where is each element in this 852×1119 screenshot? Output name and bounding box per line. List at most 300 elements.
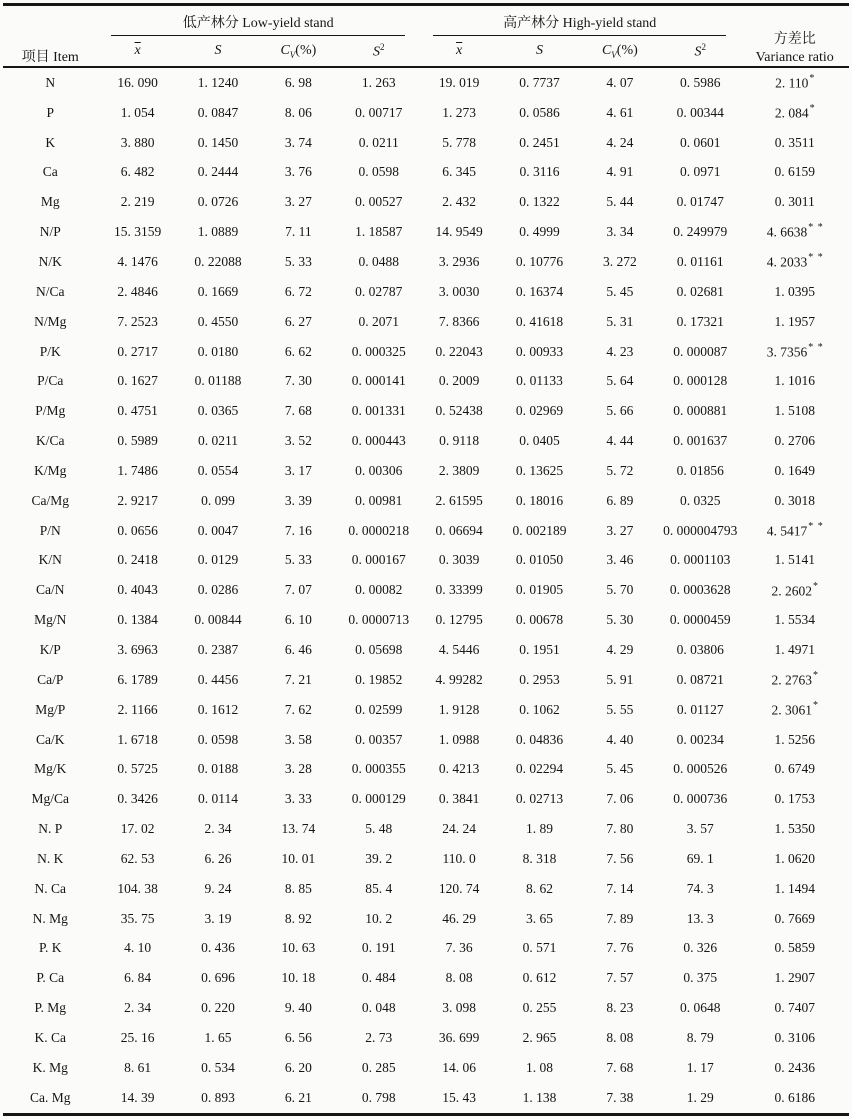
- value-cell: 4. 99282: [435, 671, 483, 687]
- value-cell: 5. 55: [606, 701, 634, 717]
- value-cell: 0. 220: [201, 1000, 235, 1016]
- value-cell: 0. 191: [361, 940, 396, 956]
- table-row: [3, 67, 849, 98]
- low-yield-group-header: [97, 5, 419, 37]
- item-cell: P/Ca: [37, 373, 64, 389]
- value-cell: 0. 4999: [519, 224, 560, 240]
- value-cell: 5. 45: [606, 761, 634, 777]
- value-cell: 15. 43: [442, 1089, 476, 1105]
- item-cell: N. Ca: [34, 880, 66, 896]
- table-row: [3, 784, 849, 814]
- value-cell: 62. 53: [120, 850, 155, 866]
- value-cell: 0. 02713: [515, 791, 564, 807]
- value-cell: 3. 46: [606, 552, 634, 568]
- significance-stars: *: [809, 73, 816, 85]
- value-cell: 0. 0554: [197, 462, 239, 478]
- high-cv-column-header: $C_V(\%)$: [601, 42, 638, 60]
- value-cell: 0. 0188: [197, 761, 239, 777]
- value-cell: 5. 31: [606, 313, 634, 329]
- value-cell: 120. 74: [438, 880, 480, 896]
- value-cell: 7. 21: [284, 671, 312, 687]
- value-cell: 0. 0598: [358, 164, 399, 180]
- value-cell: 4. 07: [606, 74, 634, 90]
- item-cell: P. Mg: [34, 1000, 66, 1016]
- value-cell: 13. 74: [281, 821, 316, 837]
- value-cell: 0. 41618: [515, 313, 564, 329]
- value-cell: 1. 7486: [117, 462, 158, 478]
- value-cell: 0. 00082: [355, 582, 403, 598]
- value-cell: 7. 8366: [438, 313, 480, 329]
- value-cell: 0. 0180: [197, 343, 239, 359]
- variance-ratio-cell: 1. 5534: [774, 612, 815, 628]
- value-cell: 6. 72: [284, 283, 312, 299]
- value-cell: 6. 345: [442, 164, 476, 180]
- value-cell: 6. 56: [284, 1029, 312, 1045]
- value-cell: 4. 23: [606, 343, 634, 359]
- value-cell: 0. 1627: [117, 373, 158, 389]
- value-cell: 0. 0211: [198, 433, 238, 449]
- value-cell: 0. 4550: [197, 313, 239, 329]
- value-cell: 3. 74: [284, 134, 312, 150]
- variance-ratio-cell: 1. 5350: [774, 821, 815, 837]
- value-cell: 0. 0129: [197, 552, 239, 568]
- value-cell: 6. 26: [204, 850, 232, 866]
- value-cell: 0. 000881: [673, 403, 728, 419]
- item-cell: Ca/N: [35, 582, 65, 598]
- value-cell: 6. 46: [284, 641, 312, 657]
- table-row: [3, 904, 849, 934]
- value-cell: 0. 0000713: [348, 612, 410, 628]
- variance-ratio-cell: 0. 3106: [774, 1029, 815, 1045]
- value-cell: 0. 2953: [519, 671, 560, 687]
- value-cell: 0. 7737: [519, 74, 560, 90]
- value-cell: 0. 00981: [355, 492, 403, 508]
- variance-ratio-cell: 2. 084*: [774, 103, 816, 121]
- value-cell: 7. 89: [606, 910, 634, 926]
- value-cell: 0. 2418: [117, 552, 158, 568]
- value-cell: 0. 1062: [519, 701, 560, 717]
- variance-ratio-cell: 1. 0395: [774, 283, 815, 299]
- value-cell: 0. 00344: [676, 104, 724, 120]
- value-cell: 1. 08: [526, 1059, 553, 1075]
- table-row: [3, 546, 849, 576]
- table-row: [3, 1053, 849, 1083]
- item-cell: N. P: [38, 821, 63, 837]
- value-cell: 7. 07: [284, 582, 312, 598]
- table-row: [3, 456, 849, 486]
- value-cell: 0. 3039: [438, 552, 480, 568]
- value-cell: 0. 01905: [515, 582, 564, 598]
- value-cell: 0. 2009: [438, 373, 480, 389]
- value-cell: 19. 019: [438, 74, 480, 90]
- table-row: [3, 277, 849, 307]
- table-row: [3, 337, 849, 367]
- value-cell: 4. 1476: [117, 254, 158, 270]
- item-cell: K: [45, 134, 56, 150]
- value-cell: 0. 0586: [519, 104, 560, 120]
- item-column-header: [3, 5, 97, 68]
- value-cell: 7. 76: [606, 940, 634, 956]
- value-cell: 2. 3809: [438, 462, 480, 478]
- value-cell: 0. 06694: [435, 522, 483, 538]
- variance-ratio-cell: 0. 2706: [774, 433, 815, 449]
- value-cell: 1. 9128: [438, 701, 480, 717]
- value-cell: 0. 01127: [676, 701, 724, 717]
- value-cell: 0. 13625: [515, 462, 564, 478]
- variance-ratio-cell: 1. 2907: [774, 970, 815, 986]
- high-yield-zh-label: 高产林分: [503, 16, 560, 31]
- item-cell: K. Mg: [32, 1059, 68, 1075]
- value-cell: 0. 4213: [438, 761, 480, 777]
- item-cell: Mg/N: [34, 612, 67, 628]
- value-cell: 0. 01050: [515, 552, 564, 568]
- value-cell: 0. 571: [522, 940, 557, 956]
- table-row: [3, 754, 849, 784]
- item-cell: N/Mg: [34, 313, 67, 329]
- value-cell: 0. 3841: [438, 791, 480, 807]
- variance-ratio-cell: 1. 5256: [774, 731, 815, 747]
- variance-ratio-cell: 0. 3011: [774, 194, 815, 210]
- value-cell: 1. 0988: [438, 731, 480, 747]
- value-cell: 0. 0601: [680, 134, 721, 150]
- value-cell: 3. 52: [284, 433, 312, 449]
- significance-stars: *: [812, 670, 819, 682]
- value-cell: 35. 75: [120, 910, 155, 926]
- table-row: [3, 814, 849, 844]
- value-cell: 110. 0: [442, 850, 476, 866]
- value-cell: 4. 91: [606, 164, 634, 180]
- value-cell: 3. 6963: [117, 641, 158, 657]
- value-cell: 0. 2451: [519, 134, 560, 150]
- variance-ratio-cell: 0. 1649: [774, 462, 815, 478]
- value-cell: 6. 21: [284, 1089, 312, 1105]
- table-row: [3, 1023, 849, 1053]
- value-cell: 0. 18016: [515, 492, 564, 508]
- low-s2-column-header: $S^2$: [373, 41, 385, 60]
- value-cell: 0. 696: [201, 970, 235, 986]
- value-cell: 1. 89: [526, 821, 553, 837]
- value-cell: 4. 44: [606, 433, 634, 449]
- value-cell: 8. 08: [606, 1029, 634, 1045]
- value-cell: 0. 0001103: [670, 552, 731, 568]
- value-cell: 0. 0211: [358, 134, 399, 150]
- value-cell: 14. 06: [442, 1059, 476, 1075]
- value-cell: 2. 9217: [117, 492, 158, 508]
- value-cell: 10. 01: [281, 850, 316, 866]
- value-cell: 0. 000736: [673, 791, 728, 807]
- value-cell: 0. 00844: [194, 612, 242, 628]
- value-cell: 0. 4456: [197, 671, 239, 687]
- significance-stars: *: [812, 699, 819, 711]
- variance-ratio-cell: 0. 3018: [774, 492, 815, 508]
- table-row: [3, 426, 849, 456]
- value-cell: 9. 40: [284, 1000, 312, 1016]
- variance-ratio-cell: 1. 1016: [774, 373, 815, 389]
- value-cell: 69. 1: [686, 850, 714, 866]
- value-cell: 2. 4846: [117, 283, 158, 299]
- value-cell: 3. 58: [284, 731, 312, 747]
- value-cell: 0. 000167: [351, 552, 406, 568]
- value-cell: 1. 29: [686, 1089, 714, 1105]
- value-cell: 15. 3159: [114, 224, 162, 240]
- value-cell: 0. 10776: [515, 254, 564, 270]
- value-cell: 1. 0889: [197, 224, 239, 240]
- value-cell: 7. 68: [606, 1059, 634, 1075]
- value-cell: 0. 01133: [516, 373, 563, 389]
- item-cell: K/N: [38, 552, 62, 568]
- item-cell: K. Ca: [34, 1029, 66, 1045]
- table-row: [3, 605, 849, 635]
- table-row: [3, 665, 849, 695]
- significance-stars: * *: [808, 252, 824, 264]
- table-row: [3, 844, 849, 874]
- significance-stars: * *: [808, 222, 824, 234]
- value-cell: 0. 00678: [515, 612, 564, 628]
- value-cell: 3. 34: [606, 224, 634, 240]
- value-cell: 0. 08721: [676, 671, 724, 687]
- value-cell: 3. 28: [284, 761, 312, 777]
- value-cell: 2. 432: [442, 194, 476, 210]
- variance-ratio-cell: 1. 5141: [774, 552, 815, 568]
- item-cell: K/P: [39, 641, 61, 657]
- value-cell: 0. 00527: [355, 194, 403, 210]
- value-cell: 0. 0971: [680, 164, 721, 180]
- table-row: [3, 396, 849, 426]
- value-cell: 0. 01856: [676, 462, 724, 478]
- value-cell: 0. 0726: [197, 194, 239, 210]
- value-cell: 1. 6718: [117, 731, 158, 747]
- item-cell: P. Ca: [36, 970, 65, 986]
- value-cell: 7. 14: [606, 880, 634, 896]
- value-cell: 0. 0286: [197, 582, 239, 598]
- item-cell: Ca/P: [37, 671, 64, 687]
- value-cell: 4. 40: [606, 731, 634, 747]
- value-cell: 4. 5446: [438, 641, 480, 657]
- variance-ratio-cell: 4. 5417* *: [766, 520, 824, 539]
- value-cell: 39. 2: [365, 850, 393, 866]
- table-row: [3, 366, 849, 396]
- variance-ratio-cell: 2. 3061*: [771, 699, 819, 718]
- table-row: [3, 247, 849, 277]
- value-cell: 0. 0847: [197, 104, 239, 120]
- value-cell: 0. 5986: [680, 74, 721, 90]
- value-cell: 1. 263: [361, 74, 396, 90]
- value-cell: 0. 19852: [355, 671, 403, 687]
- value-cell: 2. 1166: [117, 701, 158, 717]
- low-yield-en-label: Low-yield stand: [242, 16, 334, 31]
- value-cell: 7. 30: [284, 373, 312, 389]
- value-cell: 1. 65: [204, 1029, 232, 1045]
- item-cell: N/Ca: [35, 283, 65, 299]
- table-row: [3, 516, 849, 546]
- value-cell: 0. 4043: [117, 582, 158, 598]
- value-cell: 0. 0405: [519, 433, 560, 449]
- value-cell: 5. 778: [442, 134, 476, 150]
- variance-ratio-cell: 0. 1753: [774, 791, 815, 807]
- value-cell: 0. 01747: [676, 194, 724, 210]
- high-s2-column-header: $S^2$: [694, 41, 707, 60]
- value-cell: 8. 85: [284, 880, 312, 896]
- variance-ratio-cell: 3. 7356* *: [766, 341, 824, 360]
- value-cell: 14. 39: [120, 1089, 155, 1105]
- value-cell: 0. 02681: [676, 283, 724, 299]
- value-cell: 0. 0648: [680, 1000, 721, 1016]
- value-cell: 6. 20: [284, 1059, 312, 1075]
- variance-ratio-cell: 0. 6749: [774, 761, 815, 777]
- low-mean-column-header: $\overline{x}$: [134, 43, 141, 58]
- value-cell: 6. 98: [284, 74, 312, 90]
- value-cell: 0. 01161: [676, 254, 724, 270]
- table-row: [3, 486, 849, 516]
- value-cell: 0. 1612: [197, 701, 239, 717]
- value-cell: 7. 11: [285, 224, 312, 240]
- value-cell: 1. 054: [120, 104, 155, 120]
- variance-ratio-cell: 1. 4971: [774, 641, 815, 657]
- value-cell: 3. 57: [686, 821, 714, 837]
- variance-ratio-cell: 2. 110*: [775, 73, 816, 91]
- value-cell: 4. 24: [606, 134, 634, 150]
- value-cell: 3. 33: [284, 791, 312, 807]
- value-cell: 3. 0030: [438, 283, 480, 299]
- value-cell: 0. 000004793: [663, 522, 738, 538]
- value-cell: 0. 00306: [355, 462, 403, 478]
- value-cell: 5. 33: [284, 552, 312, 568]
- value-cell: 5. 66: [606, 403, 634, 419]
- variance-ratio-cell: 2. 2602*: [771, 580, 819, 599]
- value-cell: 0. 893: [201, 1089, 235, 1105]
- significance-stars: *: [809, 103, 816, 115]
- value-cell: 1. 273: [442, 104, 476, 120]
- value-cell: 0. 249979: [673, 224, 728, 240]
- value-cell: 0. 000128: [673, 373, 728, 389]
- value-cell: 0. 534: [201, 1059, 235, 1075]
- value-cell: 3. 880: [120, 134, 155, 150]
- value-cell: 17. 02: [120, 821, 155, 837]
- value-cell: 5. 45: [606, 283, 634, 299]
- table-row: [3, 963, 849, 993]
- value-cell: 0. 01188: [194, 373, 242, 389]
- table-row: [3, 575, 849, 605]
- value-cell: 14. 9549: [435, 224, 483, 240]
- value-cell: 2. 61595: [435, 492, 483, 508]
- item-cell: Mg: [40, 194, 60, 210]
- significance-stars: *: [812, 580, 819, 592]
- value-cell: 7. 80: [606, 821, 634, 837]
- value-cell: 0. 0000459: [669, 612, 731, 628]
- item-cell: N. K: [37, 850, 64, 866]
- table-row: [3, 934, 849, 964]
- item-cell: Ca: [42, 164, 58, 180]
- value-cell: 2. 34: [204, 821, 232, 837]
- value-cell: 0. 00357: [355, 731, 403, 747]
- value-cell: 0. 000443: [351, 433, 406, 449]
- variance-ratio-en-label: Variance ratio: [755, 49, 834, 65]
- value-cell: 4. 61: [606, 104, 634, 120]
- value-cell: 8. 62: [526, 880, 553, 896]
- variance-ratio-cell: 0. 6186: [774, 1089, 815, 1105]
- value-cell: 7. 38: [606, 1089, 634, 1105]
- value-cell: 7. 56: [606, 850, 634, 866]
- value-cell: 0. 326: [683, 940, 718, 956]
- value-cell: 2. 73: [365, 1029, 393, 1045]
- value-cell: 7. 68: [284, 403, 312, 419]
- table-row: [3, 635, 849, 665]
- value-cell: 0. 22043: [435, 343, 483, 359]
- value-cell: 2. 219: [120, 194, 155, 210]
- item-cell: N/P: [39, 224, 61, 240]
- value-cell: 6. 84: [124, 970, 152, 986]
- value-cell: 0. 03806: [676, 641, 724, 657]
- value-cell: 8. 08: [445, 970, 473, 986]
- value-cell: 6. 1789: [117, 671, 158, 687]
- value-cell: 8. 79: [686, 1029, 714, 1045]
- value-cell: 0. 285: [361, 1059, 396, 1075]
- value-cell: 0. 00933: [515, 343, 564, 359]
- value-cell: 0. 1384: [117, 612, 158, 628]
- value-cell: 4. 10: [124, 940, 152, 956]
- value-cell: 3. 272: [603, 254, 637, 270]
- value-cell: 0. 33399: [435, 582, 483, 598]
- item-cell: N. Mg: [32, 910, 68, 926]
- value-cell: 0. 52438: [435, 403, 483, 419]
- value-cell: 0. 0047: [197, 522, 239, 538]
- value-cell: 25. 16: [120, 1029, 155, 1045]
- high-sd-column-header: S: [536, 43, 543, 58]
- table-row: [3, 158, 849, 188]
- value-cell: 0. 000141: [351, 373, 406, 389]
- item-cell: K/Mg: [34, 462, 67, 478]
- value-cell: 5. 70: [606, 582, 634, 598]
- value-cell: 0. 000129: [351, 791, 406, 807]
- table-row: [3, 307, 849, 337]
- nutrient-statistics-table: [3, 3, 849, 1116]
- value-cell: 5. 91: [606, 671, 634, 687]
- table-row: [3, 874, 849, 904]
- table-row: [3, 187, 849, 217]
- variance-ratio-cell: 0. 7669: [774, 910, 815, 926]
- value-cell: 0. 436: [201, 940, 235, 956]
- value-cell: 0. 1450: [197, 134, 239, 150]
- value-cell: 0. 02969: [515, 403, 564, 419]
- item-cell: P: [46, 104, 54, 120]
- value-cell: 0. 2071: [358, 313, 399, 329]
- value-cell: 0. 05698: [355, 641, 403, 657]
- item-cell: Mg/Ca: [31, 791, 69, 807]
- value-cell: 6. 10: [284, 612, 312, 628]
- value-cell: 3. 2936: [438, 254, 480, 270]
- value-cell: 10. 63: [281, 940, 316, 956]
- value-cell: 104. 38: [117, 880, 158, 896]
- value-cell: 6. 482: [120, 164, 155, 180]
- value-cell: 5. 64: [606, 373, 634, 389]
- variance-ratio-cell: 4. 6638* *: [766, 222, 824, 240]
- value-cell: 3. 76: [284, 164, 312, 180]
- value-cell: 1. 1240: [197, 74, 239, 90]
- item-cell: N/K: [38, 254, 62, 270]
- value-cell: 0. 00717: [355, 104, 403, 120]
- table-body: [3, 67, 849, 1115]
- table-row: [3, 128, 849, 158]
- value-cell: 7. 16: [284, 522, 312, 538]
- value-cell: 5. 48: [365, 821, 393, 837]
- value-cell: 0. 0114: [198, 791, 238, 807]
- value-cell: 6. 27: [284, 313, 312, 329]
- table-row: [3, 695, 849, 725]
- value-cell: 0. 0000218: [348, 522, 410, 538]
- value-cell: 0. 000355: [351, 761, 406, 777]
- value-cell: 0. 22088: [194, 254, 242, 270]
- value-cell: 3. 098: [442, 1000, 476, 1016]
